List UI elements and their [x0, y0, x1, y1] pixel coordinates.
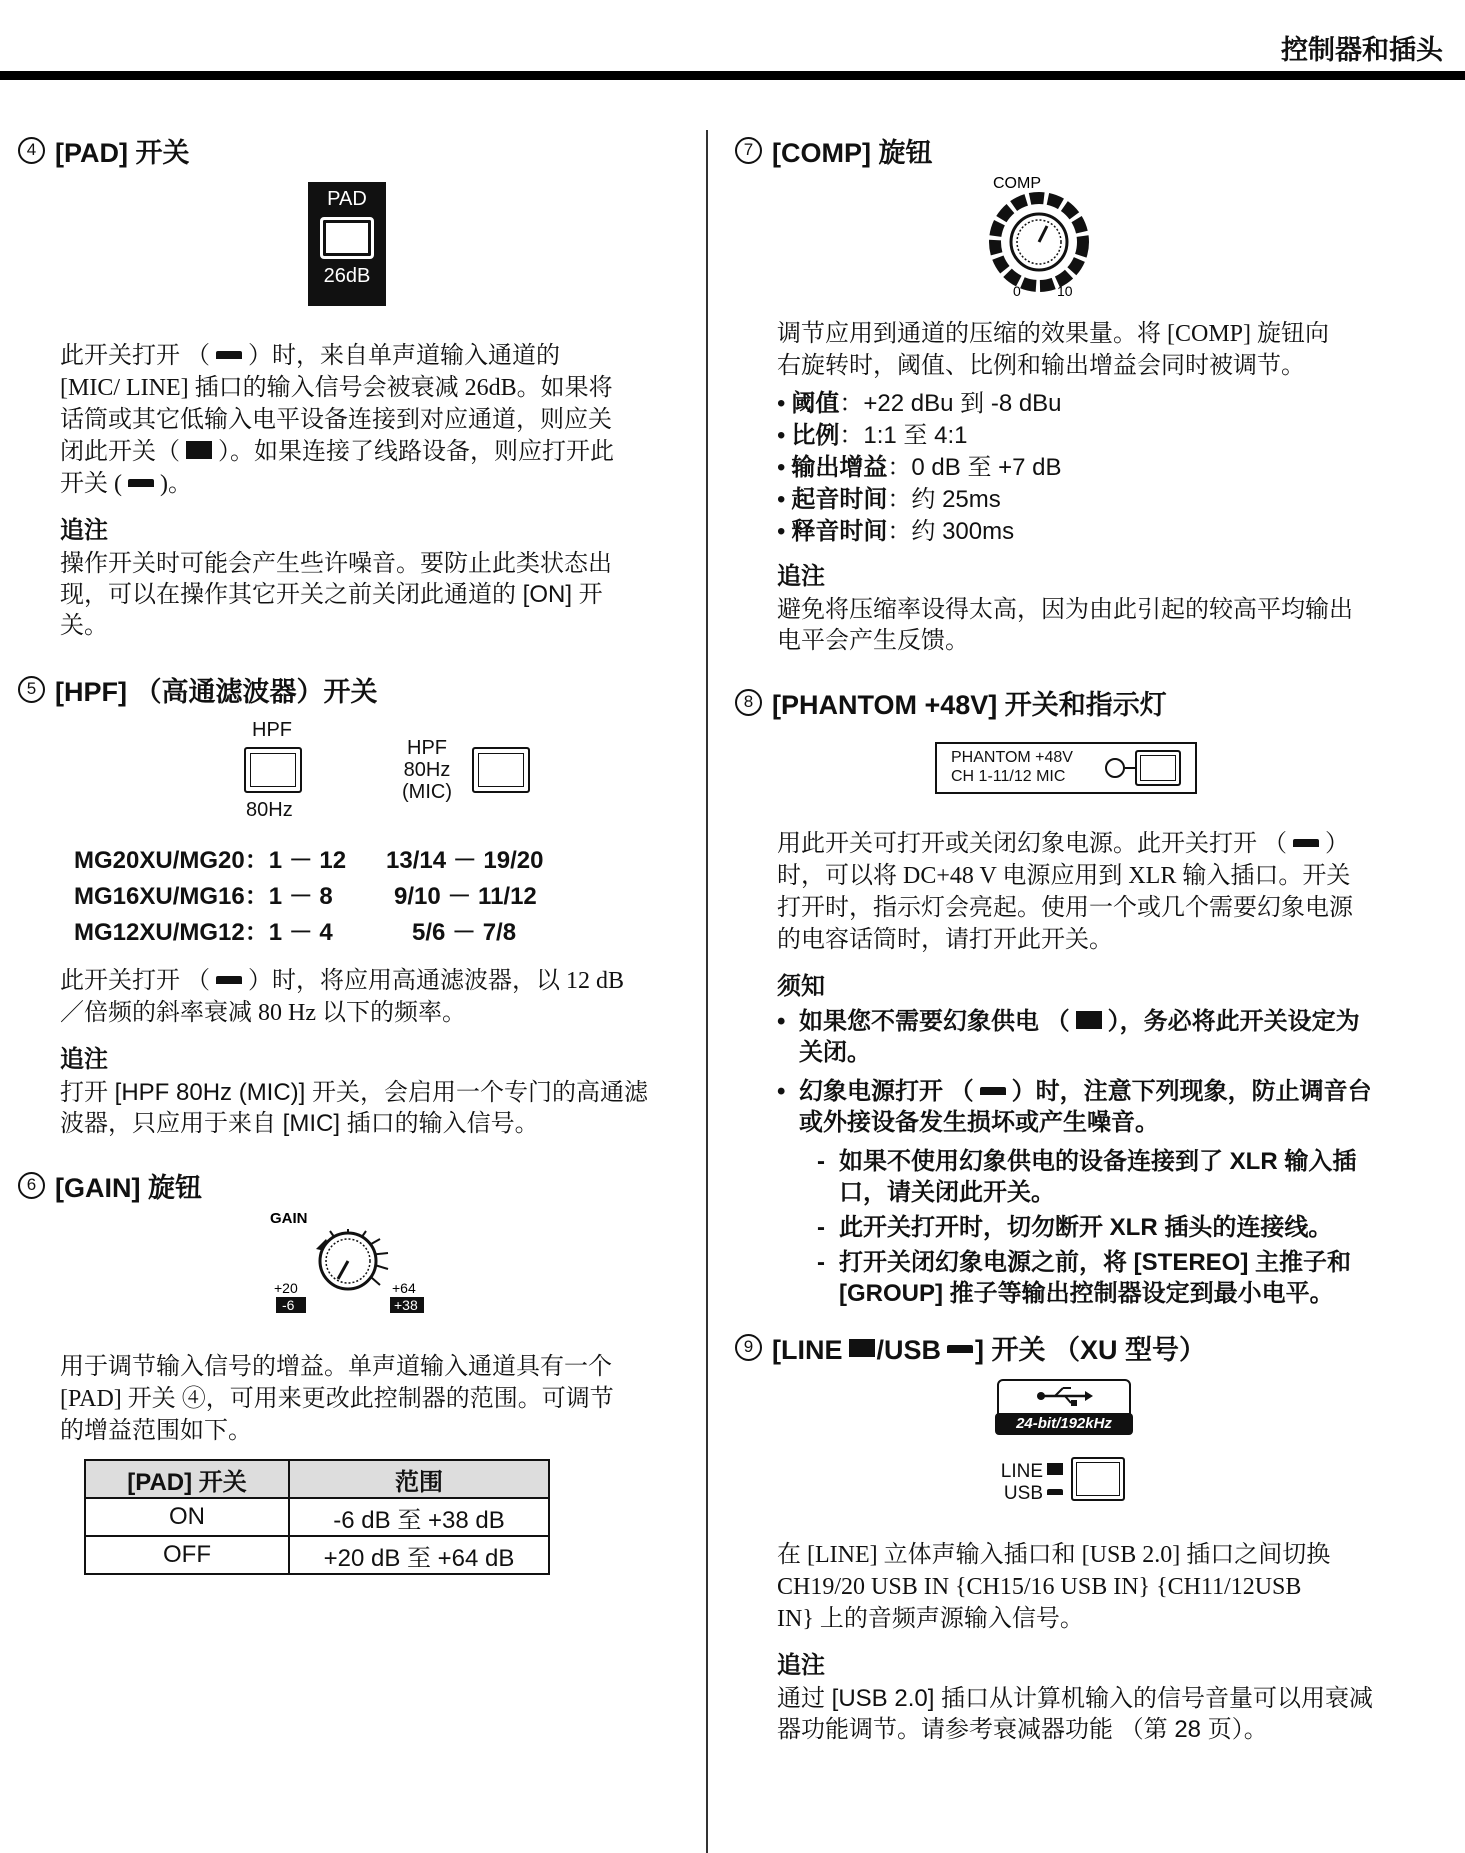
section-8-title: [735, 682, 1395, 722]
text-fragment: )。: [160, 471, 192, 497]
gain-min-bottom: -6: [282, 1297, 295, 1313]
line-usb-switch-button: [1071, 1457, 1125, 1501]
text-fragment: ）时，将应用高通滤波器，以 12 dB ／倍频的斜率衰减 80 Hz 以下的频率。: [60, 968, 625, 1026]
text-fragment: /USB: [876, 1334, 942, 1365]
note-text: 打开 [HPF 80Hz (MIC)] 开关，会启用一个专门的高通滤波器，只应用于来自 [MIC] 插口的输入信号。: [60, 1079, 649, 1137]
header-title: 控制器和插头: [1281, 35, 1443, 65]
spec-value: ：约 300ms: [887, 518, 1015, 545]
list-item: [777, 516, 1395, 548]
gain-range-table: [84, 1459, 550, 1575]
spec-value: ：+22 dBu 到 -8 dBu: [839, 390, 1062, 417]
note-heading: 追注: [60, 1046, 108, 1073]
usb-position-icon: [1047, 1489, 1063, 1495]
table-row: [85, 1536, 549, 1574]
switch-on-icon: [980, 1087, 1006, 1095]
section-7-paragraph: 调节应用到通道的压缩的效果量。将 [COMP] 旋钮向右旋转时，阈值、比例和输出增益会同时被调节。: [777, 321, 1330, 379]
section-5-title: [18, 669, 678, 709]
section-4-note: [18, 514, 648, 641]
model-name: MG20XU/MG20：1 － 12: [74, 847, 347, 874]
table-cell: +20 dB 至 +64 dB: [289, 1536, 549, 1574]
pad-value-label: 26dB: [323, 265, 371, 287]
section-number: 4: [18, 137, 45, 164]
hpf-switch-button: [244, 747, 302, 793]
usb-label: USB: [1003, 1483, 1043, 1504]
page-header: [0, 0, 1465, 82]
notice-heading: 须知: [777, 973, 825, 1000]
section-5-paragraph: [18, 965, 628, 1029]
comp-max: 10: [1057, 283, 1073, 299]
text-fragment: 此开关打开 （: [60, 343, 210, 369]
phantom-panel-figure: [935, 742, 1197, 794]
model-range: 13/14 － 19/20: [386, 847, 544, 874]
hpf-mic-label-3: (MIC): [402, 781, 452, 803]
section-number: 7: [735, 137, 762, 164]
spec-key: 起音时间: [791, 486, 888, 513]
hpf-switch-figure: [18, 719, 678, 839]
section-9-title: [735, 1327, 1395, 1367]
hpf-mic-labels: [402, 737, 452, 803]
gain-max-bottom: +38: [394, 1297, 418, 1313]
section-6-title: [18, 1165, 678, 1205]
model-row: [74, 915, 678, 951]
list-item: - 打开关闭幻象电源之前，将 [STEREO] 主推子和 [GROUP] 推子等输出控制器设定到最小电平。: [777, 1247, 1375, 1309]
section-9-paragraph: 在 [LINE] 立体声输入插口和 [USB 2.0] 插口之间切换 CH19/20 USB IN {CH15/16 USB IN} {CH11/12USB IN} 上的音频声源输入信号。: [777, 1542, 1331, 1632]
model-list: [18, 843, 678, 951]
line-label: LINE: [1000, 1461, 1043, 1482]
note-heading: 追注: [777, 563, 825, 590]
spec-key: 阈值: [791, 390, 840, 417]
line-position-icon: [1047, 1463, 1063, 1475]
pad-label: PAD: [327, 188, 367, 210]
hpf-mic-switch-button: [472, 747, 530, 793]
hpf-mic-label-1: HPF: [407, 737, 447, 759]
text-fragment: ] 开关 （XU 型号）: [975, 1334, 1207, 1365]
left-column: [18, 130, 678, 1575]
line-switch-icon: [849, 1339, 875, 1357]
note-text: 通过 [USB 2.0] 插口从计算机输入的信号音量可以用衰减器功能调节。请参考衰减器功能 （第 28 页）。: [777, 1685, 1374, 1743]
gain-max-top: +64: [392, 1280, 416, 1296]
section-number: 9: [735, 1334, 762, 1361]
gain-knob-figure: [18, 1209, 678, 1327]
section-number: 5: [18, 676, 45, 703]
table-cell: ON: [85, 1498, 289, 1536]
text-fragment: ）。如果连接了线路设备，则应打开此开关 (: [60, 439, 614, 497]
spec-value: ：约 25ms: [887, 486, 1001, 513]
text-fragment: 用此开关可打开或关闭幻象电源。此开关打开 （: [777, 831, 1287, 857]
list-item: [777, 388, 1395, 420]
column-divider: [706, 130, 708, 1853]
table-header: [PAD] 开关: [85, 1460, 289, 1498]
list-item: - 如果不使用幻象供电的设备连接到了 XLR 输入插口，请关闭此开关。: [777, 1146, 1375, 1208]
spec-key: 比例: [791, 422, 840, 449]
section-4-title: [18, 130, 678, 170]
section-9-note: [735, 1649, 1375, 1745]
note-text: 避免将压缩率设得太高，因为由此引起的较高平均输出电平会产生反馈。: [777, 596, 1353, 654]
phantom-switch-button: [1135, 750, 1181, 786]
switch-off-icon: [186, 441, 212, 459]
gain-min-top: +20: [274, 1280, 298, 1296]
gain-label: GAIN: [270, 1210, 308, 1227]
usb-switch-icon: [947, 1345, 973, 1353]
list-item: [777, 452, 1395, 484]
section-title-text: [GAIN] 旋钮: [55, 1172, 202, 1203]
comp-label: COMP: [993, 175, 1041, 192]
model-range: 9/10 － 11/12: [394, 883, 537, 910]
comp-min: 0: [1013, 283, 1021, 299]
section-7-title: [735, 130, 1395, 170]
switch-off-icon: [1076, 1011, 1102, 1029]
section-8-paragraph: [735, 828, 1355, 956]
list-item: - 此开关打开时，切勿断开 XLR 插头的连接线。: [777, 1212, 1375, 1243]
notice-list: [777, 1006, 1375, 1309]
model-name: MG16XU/MG16：1 － 8: [74, 883, 333, 910]
spec-key: 输出增益: [791, 454, 888, 481]
note-text: 操作开关时可能会产生些许噪音。要防止此类状态出现，可以在操作其它开关之前关闭此通道的 [ON] 开关。: [60, 550, 612, 639]
phantom-label: PHANTOM +48V: [951, 749, 1073, 766]
section-7-note: [735, 560, 1375, 656]
switch-on-icon: [128, 479, 154, 487]
phantom-panel-labels: [951, 748, 1073, 786]
model-row: [74, 843, 678, 879]
hpf-mic-label-2: 80Hz: [403, 759, 451, 781]
gain-knob-icon: [268, 1209, 428, 1327]
section-title-text: [772, 1328, 1206, 1367]
pad-switch-figure: [308, 182, 386, 306]
table-header-row: [85, 1460, 549, 1498]
section-6-paragraph: 用于调节输入信号的增益。单声道输入通道具有一个 [PAD] 开关 ④，可用来更改此控制器的范围。可调节的增益范围如下。: [60, 1354, 614, 1444]
text-fragment: 如果您不需要幻象供电 （: [799, 1008, 1070, 1035]
usb-badge: [997, 1379, 1131, 1435]
list-item: [777, 1006, 1375, 1068]
text-fragment: 幻象电源打开 （: [799, 1078, 974, 1105]
line-label-row: [993, 1461, 1063, 1483]
spec-value: ：0 dB 至 +7 dB: [887, 454, 1062, 481]
section-number: 6: [18, 1172, 45, 1199]
comp-spec-list: [735, 388, 1395, 548]
line-usb-figure: [735, 1379, 1395, 1519]
hpf-label: HPF: [252, 719, 292, 741]
phantom-led-line: [1125, 767, 1135, 769]
note-heading: 追注: [777, 1652, 825, 1679]
phantom-channel-label: CH 1-11/12 MIC: [951, 768, 1066, 785]
hpf-freq-label: 80Hz: [246, 799, 293, 821]
comp-knob-figure: [735, 170, 1395, 300]
text-fragment: [LINE: [772, 1334, 843, 1365]
section-5-note: [18, 1043, 658, 1139]
text-fragment: 此开关打开 （: [60, 968, 210, 994]
table-cell: -6 dB 至 +38 dB: [289, 1498, 549, 1536]
section-number: 8: [735, 689, 762, 716]
phantom-indicator-led: [1105, 758, 1125, 778]
line-usb-labels: [993, 1461, 1063, 1505]
model-name: MG12XU/MG12：1 － 4: [74, 919, 333, 946]
header-rule: [0, 71, 1465, 80]
switch-on-icon: [216, 976, 242, 984]
note-heading: 追注: [60, 517, 108, 544]
pad-switch-button: [320, 217, 374, 259]
section-title-text: [PHANTOM +48V] 开关和指示灯: [772, 689, 1167, 720]
spec-value: ：1:1 至 4:1: [839, 422, 968, 449]
section-title-text: [HPF] （高通滤波器）开关: [55, 676, 378, 707]
text-fragment: ）时，来自单声道输入通道的 [MIC/ LINE] 插口的输入信号会被衰减 26dB。如果将话筒或其它低输入电平设备连接到对应通道，则应关闭此开关（: [60, 343, 613, 465]
switch-on-icon: [216, 351, 242, 359]
list-item: [777, 484, 1395, 516]
section-title-text: [PAD] 开关: [55, 137, 190, 168]
usb-badge-text: 24-bit/192kHz: [995, 1413, 1133, 1435]
text-fragment: ）时，注意下列现象，防止调音台或外接设备发生损坏或产生噪音。: [799, 1078, 1372, 1136]
table-row: [85, 1498, 549, 1536]
model-range: 5/6 － 7/8: [412, 919, 517, 946]
table-cell: OFF: [85, 1536, 289, 1574]
model-row: [74, 879, 678, 915]
right-column: [735, 130, 1395, 1745]
text-fragment: ），务必将此开关设定为关闭。: [799, 1008, 1360, 1066]
list-item: [777, 420, 1395, 452]
section-8-notice: [735, 970, 1375, 1309]
section-4-paragraph: [18, 340, 618, 500]
table-header: 范围: [289, 1460, 549, 1498]
usb-label-row: [993, 1483, 1063, 1505]
section-title-text: [COMP] 旋钮: [772, 137, 933, 168]
spec-key: 释音时间: [791, 518, 888, 545]
list-item: [777, 1076, 1375, 1138]
switch-on-icon: [1293, 839, 1319, 847]
text-fragment: ）时，可以将 DC+48 V 电源应用到 XLR 输入插口。开关打开时，指示灯会亮起。使用一个或几个需要幻象电源的电容话筒时，请打开此开关。: [777, 831, 1353, 953]
comp-knob-icon: [983, 170, 1123, 300]
usb-icon: [1035, 1385, 1095, 1407]
